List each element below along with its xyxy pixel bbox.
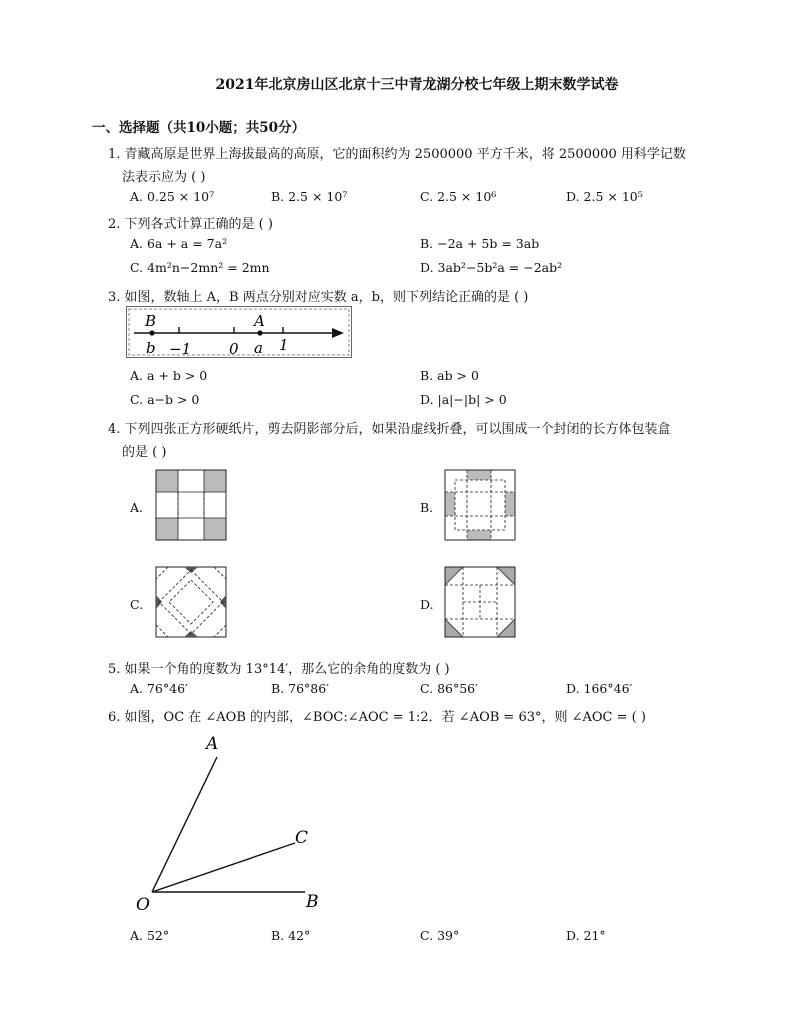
q5-option-b[interactable]: B. 76°86′ xyxy=(271,681,330,696)
q5-option-a[interactable]: A. 76°46′ xyxy=(130,681,188,696)
q2-option-d[interactable]: D. 3ab²−5b²a = −2ab² xyxy=(420,260,563,275)
number-line-frame xyxy=(127,307,352,358)
label-b: B xyxy=(306,892,319,912)
q2-stem: 2. 下列各式计算正确的是 ( ) xyxy=(108,217,273,232)
q1-option-b[interactable]: B. 2.5 × 10⁷ xyxy=(271,189,348,204)
q2-option-a[interactable]: A. 6a + a = 7a² xyxy=(130,236,228,251)
label-0: 0 xyxy=(229,340,239,358)
q3-option-b[interactable]: B. ab > 0 xyxy=(420,368,479,383)
q4-figure-c xyxy=(156,567,226,637)
q5-option-c[interactable]: C. 86°56′ xyxy=(420,681,478,696)
q2-option-c[interactable]: C. 4m²n−2mn² = 2mn xyxy=(130,260,270,275)
q6-option-a[interactable]: A. 52° xyxy=(130,928,170,943)
page-title: 2021年北京房山区北京十三中青龙湖分校七年级上期末数学试卷 xyxy=(215,77,619,93)
q3-option-d[interactable]: D. |a|−|b| > 0 xyxy=(420,392,507,407)
q6-option-b[interactable]: B. 42° xyxy=(271,928,311,943)
label-b-lower: b xyxy=(146,339,156,357)
q1-option-d[interactable]: D. 2.5 × 10⁵ xyxy=(566,189,643,204)
section-heading: 一、选择题（共10小题；共50分） xyxy=(92,120,306,136)
q3-option-a[interactable]: A. a + b > 0 xyxy=(130,368,208,383)
q4-figure-b xyxy=(445,470,515,540)
q4-stem-line1: 4. 下列四张正方形硬纸片，剪去阴影部分后，如果沿虚线折叠，可以围成一个封闭的长方体包装盒 xyxy=(108,422,671,437)
label-c: C xyxy=(295,828,309,848)
q4-figure-a xyxy=(156,470,226,540)
q4-option-c-label[interactable]: C. xyxy=(130,597,144,612)
q6-option-d[interactable]: D. 21° xyxy=(566,928,606,943)
label-b-upper: B xyxy=(145,312,157,330)
q4-option-d-label[interactable]: D. xyxy=(420,597,434,612)
q6-option-c[interactable]: C. 39° xyxy=(420,928,460,943)
ray-oc xyxy=(152,843,295,892)
q6-stem: 6. 如图，OC 在 ∠AOB 的内部，∠BOC:∠AOC = 1:2．若 ∠AOB = 63°，则 ∠AOC = ( ) xyxy=(108,710,646,725)
q5-option-d[interactable]: D. 166°46′ xyxy=(566,681,633,696)
angle-figure xyxy=(130,730,330,915)
point-a-dot xyxy=(257,330,262,335)
q3-stem: 3. 如图，数轴上 A，B 两点分别对应实数 a，b，则下列结论正确的是 ( ) xyxy=(108,290,529,305)
q4-figure-d xyxy=(445,567,515,637)
label-o: O xyxy=(136,895,150,915)
q3-option-c[interactable]: C. a−b > 0 xyxy=(130,392,200,407)
label-a: A xyxy=(206,734,219,754)
label-a-upper: A xyxy=(254,312,265,330)
q1-option-c[interactable]: C. 2.5 × 10⁶ xyxy=(420,189,497,204)
label-a-lower: a xyxy=(254,339,263,357)
ray-oa xyxy=(152,757,217,892)
q4-option-a-label[interactable]: A. xyxy=(130,500,144,515)
q1-option-a[interactable]: A. 0.25 × 10⁷ xyxy=(130,189,215,204)
label-minus-1: −1 xyxy=(169,340,192,358)
q2-option-b[interactable]: B. −2a + 5b = 3ab xyxy=(420,236,540,251)
q4-option-b-label[interactable]: B. xyxy=(420,500,434,515)
label-1: 1 xyxy=(279,336,289,354)
q4-stem-line2: 的是 ( ) xyxy=(122,445,167,460)
point-b-dot xyxy=(149,330,154,335)
q1-stem-line2: 法表示应为 ( ) xyxy=(122,170,206,185)
q5-stem: 5. 如果一个角的度数为 13°14′，那么它的余角的度数为 ( ) xyxy=(108,662,450,677)
number-line-figure xyxy=(126,306,352,358)
q1-stem-line1: 1. 青藏高原是世界上海拔最高的高原，它的面积约为 2500000 平方千米，将 2500000 用科学记数 xyxy=(108,147,686,162)
